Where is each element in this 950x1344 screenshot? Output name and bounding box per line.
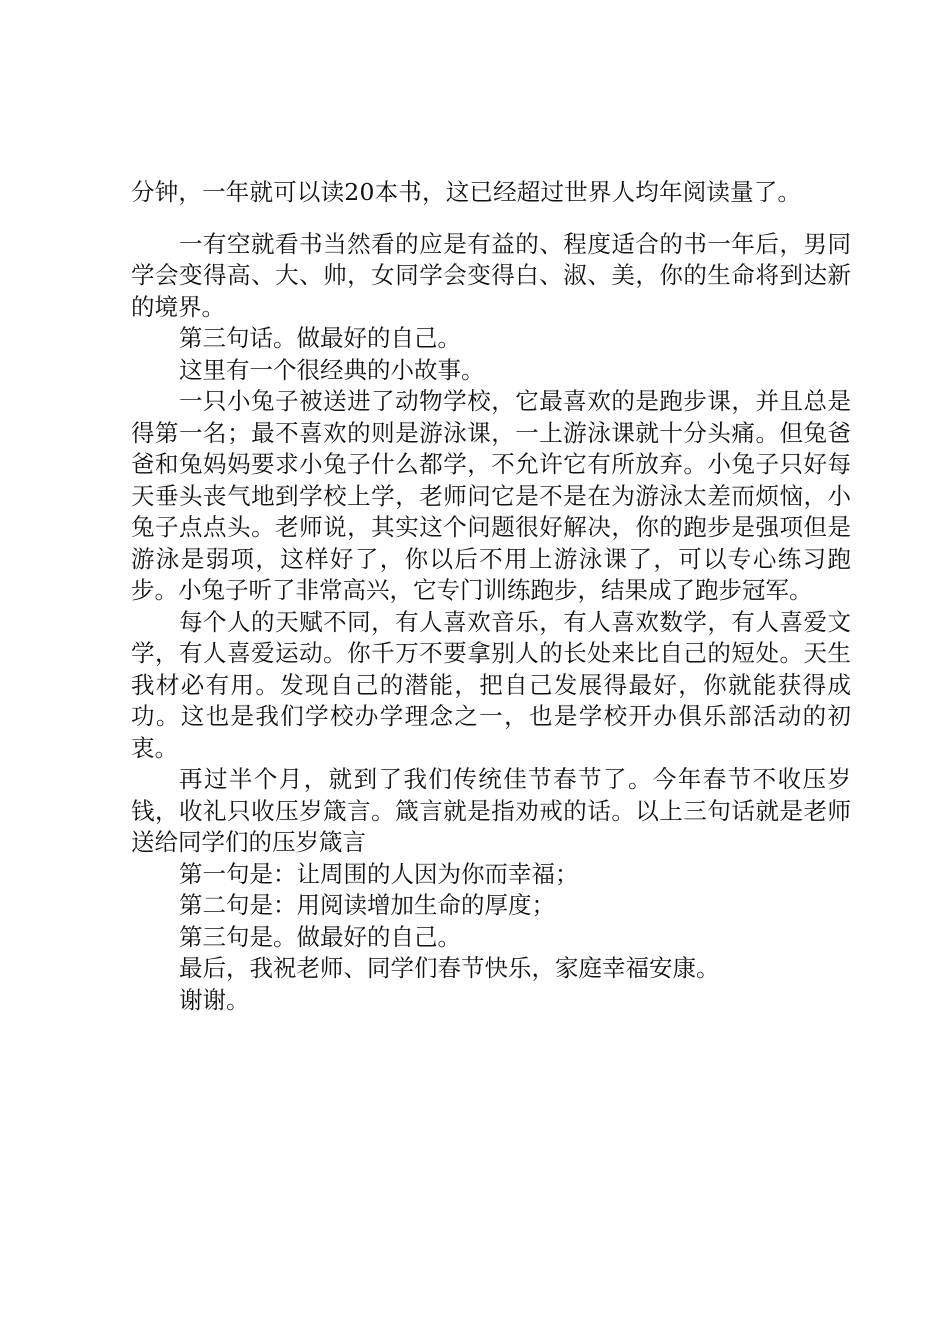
paragraph-thanks: 谢谢。	[179, 985, 250, 1014]
paragraph-closing-wishes: 最后，我祝老师、同学们春节快乐，家庭幸福安康。	[179, 954, 720, 982]
paragraph-story-intro: 这里有一个很经典的小故事。	[179, 355, 485, 384]
paragraph-second-saying: 第二句是：用阅读增加生命的厚度；	[179, 891, 555, 919]
paragraph-reading-benefit: 一有空就看书当然看的应是有益的、程度适合的书一年后，男同学会变得高、大、帅，女同学会变得白、淑、美，你的生命将到达新的境界。	[131, 229, 851, 321]
paragraph-talents: 每个人的天赋不同，有人喜欢音乐，有人喜欢数学，有人喜爱文学，有人喜爱运动。你千万不要拿别人的长处来比自己的短处。天生我材必有用。发现自己的潜能，把自己发展得最好，你就能获得成功。这也是我们学校办学理念之一，也是学校开办俱乐部活动的初衷。	[131, 607, 851, 762]
paragraph-third-saying-summary: 第三句是。做最好的自己。	[179, 922, 461, 951]
paragraph-third-saying: 第三句话。做最好的自己。	[179, 324, 461, 352]
document-body	[131, 177, 851, 1016]
paragraph-spring-festival: 再过半个月，就到了我们传统佳节春节了。今年春节不收压岁钱，收礼只收压岁箴言。箴言就是指劝戒的话。以上三句话就是老师送给同学们的压岁箴言	[131, 765, 851, 856]
paragraph-rabbit-story: 一只小兔子被送进了动物学校，它最喜欢的是跑步课，并且总是得第一名；最不喜欢的则是游泳课，一上游泳课就十分头痛。但兔爸爸和兔妈妈要求小兔子什么都学，不允许它有所放弃。小兔子只好每天垂头丧气地到学校上学，老师问它是不是在为游泳太差而烦恼，小兔子点点头。老师说，其实这个问题很好解决，你的跑步是强项但是游泳是弱项，这样好了，你以后不用上游泳课了，可以专心练习跑步。小兔子听了非常高兴，它专门训练跑步，结果成了跑步冠军。	[131, 387, 851, 604]
paragraph-continuation: 分钟，一年就可以读20本书，这已经超过世界人均年阅读量了。	[131, 178, 802, 206]
paragraph-first-saying: 第一句是：让周围的人因为你而幸福；	[179, 859, 579, 888]
